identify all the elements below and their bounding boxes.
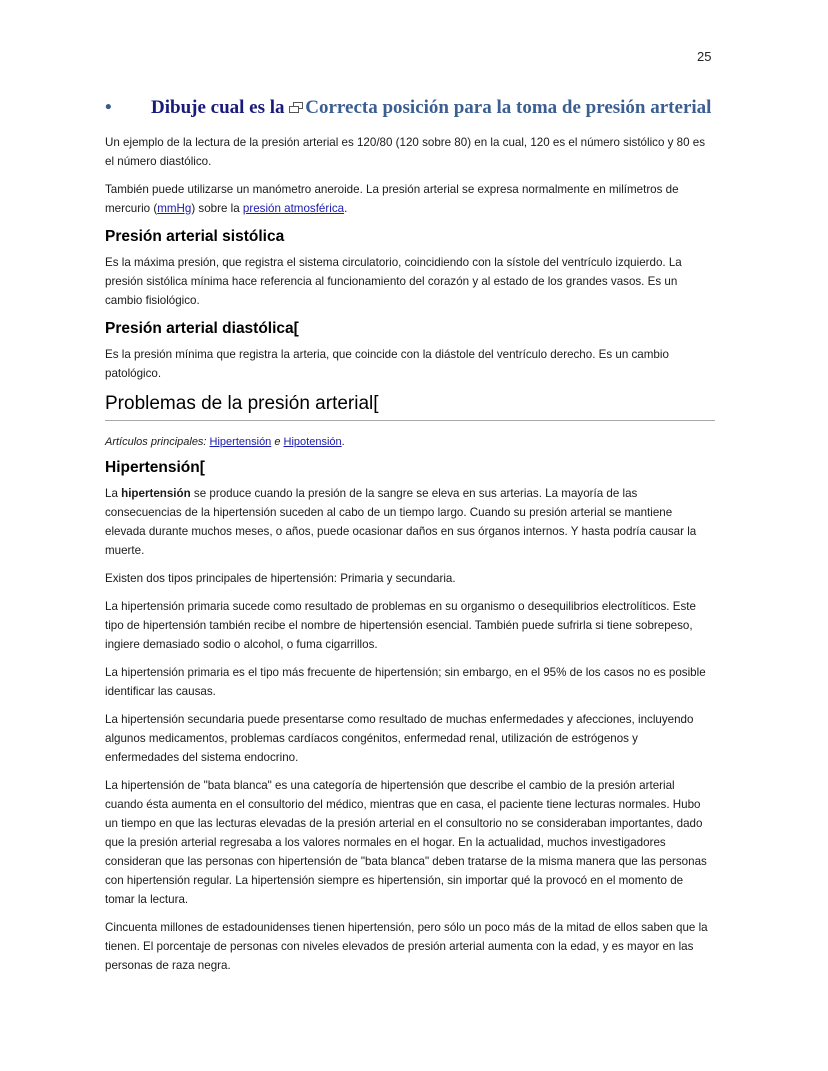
document-body	[105, 95, 715, 984]
hyp-p1-bold: hipertensión	[121, 487, 191, 500]
see-also-connector: e	[271, 436, 284, 448]
hypertension-paragraph-6: La hipertensión de "bata blanca" es una categoría de hipertensión que describe el cambio de la presión arterial cuando ésta aumenta en el consultorio del médico, mientras que en casa, el paciente tiene lecturas normales. Hubo un tiempo en que las lecturas elevadas de la presión arterial en el consultorio no se consideraban importantes, dado que la presión arterial regresaba a los valores normales en el hogar. En la actualidad, muchos investigadores consideran que las personas con hipertensión de "bata blanca" deben tratarse de la misma manera que las personas con hipertensión regular. La hipertensión siempre es hipertensión, sin importar qué la provocó en el momento de tomar la lectura.	[105, 779, 707, 906]
page-number: 25	[697, 49, 712, 64]
hypertension-paragraph-1	[105, 484, 715, 560]
problems-heading: Problemas de la presión arterial[	[105, 392, 715, 421]
mmhg-link[interactable]: mmHg	[157, 202, 192, 215]
hypertension-paragraph-5: La hipertensión secundaria puede presentarse como resultado de muchas enfermedades y afecciones, incluyendo algunos medicamentos, problemas cardíacos congénitos, enfermedad renal, utilización de estrógenos y enfermedades del sistema endocrino.	[105, 713, 694, 764]
main-articles-note	[105, 433, 715, 451]
title-part-2: Correcta posición para la toma de presión arterial	[305, 97, 712, 118]
intro-paragraph-1: Un ejemplo de la lectura de la presión arterial es 120/80 (120 sobre 80) en la cual, 120 es el número sistólico y 80 es el número diastólico.	[105, 136, 705, 168]
intro-p2-after: .	[344, 202, 348, 215]
hypertension-heading: Hipertensión[	[105, 459, 205, 476]
hypertension-paragraph-7: Cincuenta millones de estadounidenses tienen hipertensión, pero sólo un poco más de la mitad de ellos saben que la tienen. El porcentaje de personas con niveles elevados de presión arterial aumenta con la edad, y es mayor en las personas de raza negra.	[105, 921, 708, 972]
see-also-end: .	[341, 436, 345, 448]
hypertension-paragraph-2: Existen dos tipos principales de hipertensión: Primaria y secundaria.	[105, 572, 456, 585]
title-bullet: •	[105, 97, 112, 118]
hypotension-link[interactable]: Hipotensión	[283, 436, 342, 448]
see-also-prefix: Artículos principales:	[105, 436, 210, 448]
hypertension-link[interactable]: Hipertensión	[209, 436, 272, 448]
intro-p2-middle: ) sobre la	[191, 202, 243, 215]
hyperlink-icon[interactable]	[289, 102, 303, 114]
systolic-paragraph: Es la máxima presión, que registra el sistema circulatorio, coincidiendo con la sístole del ventrículo izquierdo. La presión sistólica mínima hace referencia al funcionamiento del corazón y al estado de los grandes vasos. Es un cambio fisiológico.	[105, 256, 682, 307]
title-part-1: Dibuje cual es la	[151, 97, 290, 118]
systolic-heading: Presión arterial sistólica	[105, 228, 285, 245]
hypertension-paragraph-3: La hipertensión primaria sucede como resultado de problemas en su organismo o desequilibrios electrolíticos. Este tipo de hipertensión también recibe el nombre de hipertensión esencial. También puede sufrirla si tiene sobrepeso, ingiere demasiado sodio o alcohol, o fuma cigarrillos.	[105, 600, 696, 651]
hypertension-paragraph-4: La hipertensión primaria es el tipo más frecuente de hipertensión; sin embargo, en el 95% de los casos no es posible identificar las causas.	[105, 666, 706, 698]
atmospheric-pressure-link[interactable]: presión atmosférica	[242, 202, 345, 215]
diastolic-heading: Presión arterial diastólica[	[105, 320, 299, 337]
intro-p2-before: También puede utilizarse un manómetro aneroide. La presión arterial se expresa normalmente en milímetros de mercurio (	[105, 183, 679, 215]
intro-paragraph-2	[105, 180, 715, 218]
hyp-p1-before: La	[105, 487, 122, 500]
page-title	[105, 95, 715, 121]
diastolic-paragraph: Es la presión mínima que registra la arteria, que coincide con la diástole del ventrículo derecho. Es un cambio patológico.	[105, 348, 669, 380]
hyp-p1-after: se produce cuando la presión de la sangre se eleva en sus arterias. La mayoría de las consecuencias de la hipertensión suceden al cabo de un tiempo largo. Cuando su presión arterial se mantiene elevada durante muchos meses, o años, puede ocasionar daños en sus órganos internos. Y hasta podría causar la muerte.	[105, 487, 697, 557]
